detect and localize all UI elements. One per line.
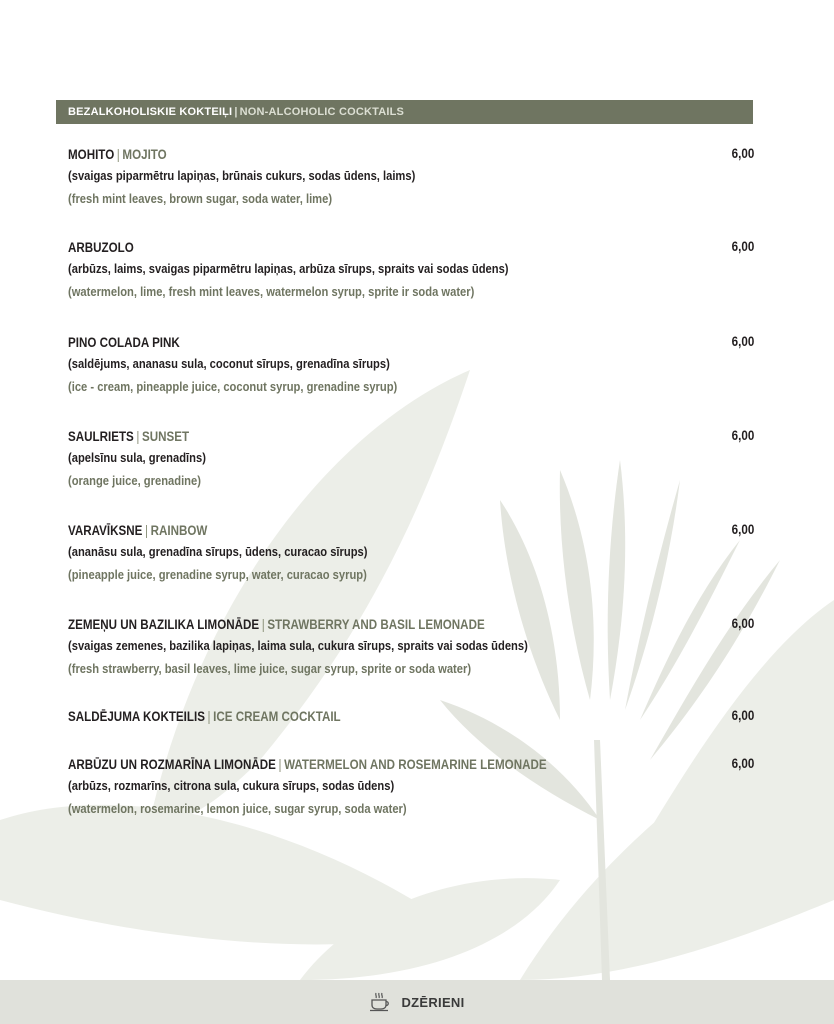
menu-item bbox=[68, 146, 754, 210]
menu-item-name-lv: MOHITO bbox=[68, 147, 115, 162]
menu-item-description-en: (watermelon, rosemarine, lemon juice, sugar syrup, soda water) bbox=[68, 801, 407, 816]
menu-item-price: 6,00 bbox=[731, 756, 754, 771]
section-title-en: NON-ALCOHOLIC COCKTAILS bbox=[239, 106, 405, 118]
menu-item-name-lv: SALDĒJUMA KOKTEILIS bbox=[68, 709, 205, 724]
menu-item-name bbox=[68, 756, 658, 774]
menu-item bbox=[68, 239, 754, 303]
menu-item-description-lv: (arbūzs, rozmarīns, citrona sula, cukura sīrups, sodas ūdens) bbox=[68, 778, 395, 793]
menu-item-description-lv: (arbūzs, laims, svaigas piparmētru lapiņas, arbūza sīrups, spraits vai sodas ūdens) bbox=[68, 261, 509, 276]
menu-item-price: 6,00 bbox=[731, 334, 754, 349]
menu-item-name bbox=[68, 428, 658, 446]
menu-item-price: 6,00 bbox=[731, 428, 754, 443]
menu-item-description-lv: (ananāsu sula, grenadīna sīrups, ūdens, curacao sīrups) bbox=[68, 544, 368, 559]
menu-item bbox=[68, 756, 754, 820]
menu-item-name bbox=[68, 146, 658, 164]
menu-item bbox=[68, 428, 754, 492]
menu-item bbox=[68, 522, 754, 586]
menu-item-name bbox=[68, 616, 658, 634]
menu-item-price: 6,00 bbox=[731, 616, 754, 631]
menu-item-description-en: (fresh strawberry, basil leaves, lime juice, sugar syrup, sprite or soda water) bbox=[68, 661, 472, 676]
menu-item bbox=[68, 708, 754, 726]
name-separator: | bbox=[207, 709, 211, 724]
menu-item-name bbox=[68, 334, 658, 352]
menu-item-name-en: RAINBOW bbox=[150, 523, 208, 538]
name-separator: | bbox=[144, 523, 149, 538]
menu-item-name-lv: VARAVĪKSNE bbox=[68, 523, 143, 538]
menu-item-description-lv: (svaigas piparmētru lapiņas, brūnais cukurs, sodas ūdens, laims) bbox=[68, 168, 416, 183]
menu-item-name-en: MOJITO bbox=[122, 147, 167, 162]
menu-item-description-en: (orange juice, grenadine) bbox=[68, 473, 201, 488]
menu-item-name-lv: ARBUZOLO bbox=[68, 240, 134, 255]
menu-item-description-en: (fresh mint leaves, brown sugar, soda water, lime) bbox=[68, 191, 333, 206]
menu-item-description-lv: (apelsīnu sula, grenadīns) bbox=[68, 450, 206, 465]
section-title-lv: BEZALKOHOLISKIE KOKTEIĻI bbox=[68, 106, 233, 118]
menu-item-name bbox=[68, 708, 658, 726]
footer-label: DZĒRIENI bbox=[401, 994, 465, 1010]
menu-item-name bbox=[68, 239, 658, 257]
name-separator: | bbox=[261, 617, 265, 632]
menu-item-price: 6,00 bbox=[731, 522, 754, 537]
section-header-bar bbox=[56, 100, 753, 124]
menu-item-price: 6,00 bbox=[731, 708, 754, 723]
menu-item-name-lv: ARBŪZU UN ROZMARĪNA LIMONĀDE bbox=[68, 757, 276, 772]
menu-item-description-lv: (svaigas zemenes, bazilika lapiņas, laima sula, cukura sīrups, spraits vai sodas ūdens) bbox=[68, 638, 528, 653]
menu-item-name-lv: ZEMEŅU UN BAZILIKA LIMONĀDE bbox=[68, 617, 260, 632]
menu-item-description-lv: (saldējums, ananasu sula, coconut sīrups, grenadīna sīrups) bbox=[68, 356, 390, 371]
name-separator: | bbox=[116, 147, 120, 162]
menu-item-price: 6,00 bbox=[731, 239, 754, 254]
menu-item bbox=[68, 334, 754, 398]
name-separator: | bbox=[278, 757, 282, 772]
menu-item-name-en: ICE CREAM COCKTAIL bbox=[213, 709, 341, 724]
menu-item-name-en: SUNSET bbox=[141, 429, 190, 444]
section-title-separator: | bbox=[234, 106, 238, 118]
menu-item-name bbox=[68, 522, 658, 540]
menu-item-name-lv: SAULRIETS bbox=[68, 429, 134, 444]
name-separator: | bbox=[136, 429, 140, 444]
coffee-cup-icon bbox=[369, 992, 391, 1012]
menu-item bbox=[68, 616, 754, 680]
footer-bar bbox=[0, 980, 834, 1024]
menu-item-description-en: (pineapple juice, grenadine syrup, water, curacao syrup) bbox=[68, 567, 367, 582]
menu-item-name-en: WATERMELON AND ROSEMARINE LEMONADE bbox=[284, 757, 547, 772]
menu-item-price: 6,00 bbox=[731, 146, 754, 161]
menu-item-description-en: (watermelon, lime, fresh mint leaves, watermelon syrup, sprite ir soda water) bbox=[68, 284, 475, 299]
menu-item-name-en: STRAWBERRY AND BASIL LEMONADE bbox=[267, 617, 485, 632]
menu-item-name-lv: PINO COLADA PINK bbox=[68, 335, 180, 350]
menu-item-description-en: (ice - cream, pineapple juice, coconut syrup, grenadine syrup) bbox=[68, 379, 398, 394]
